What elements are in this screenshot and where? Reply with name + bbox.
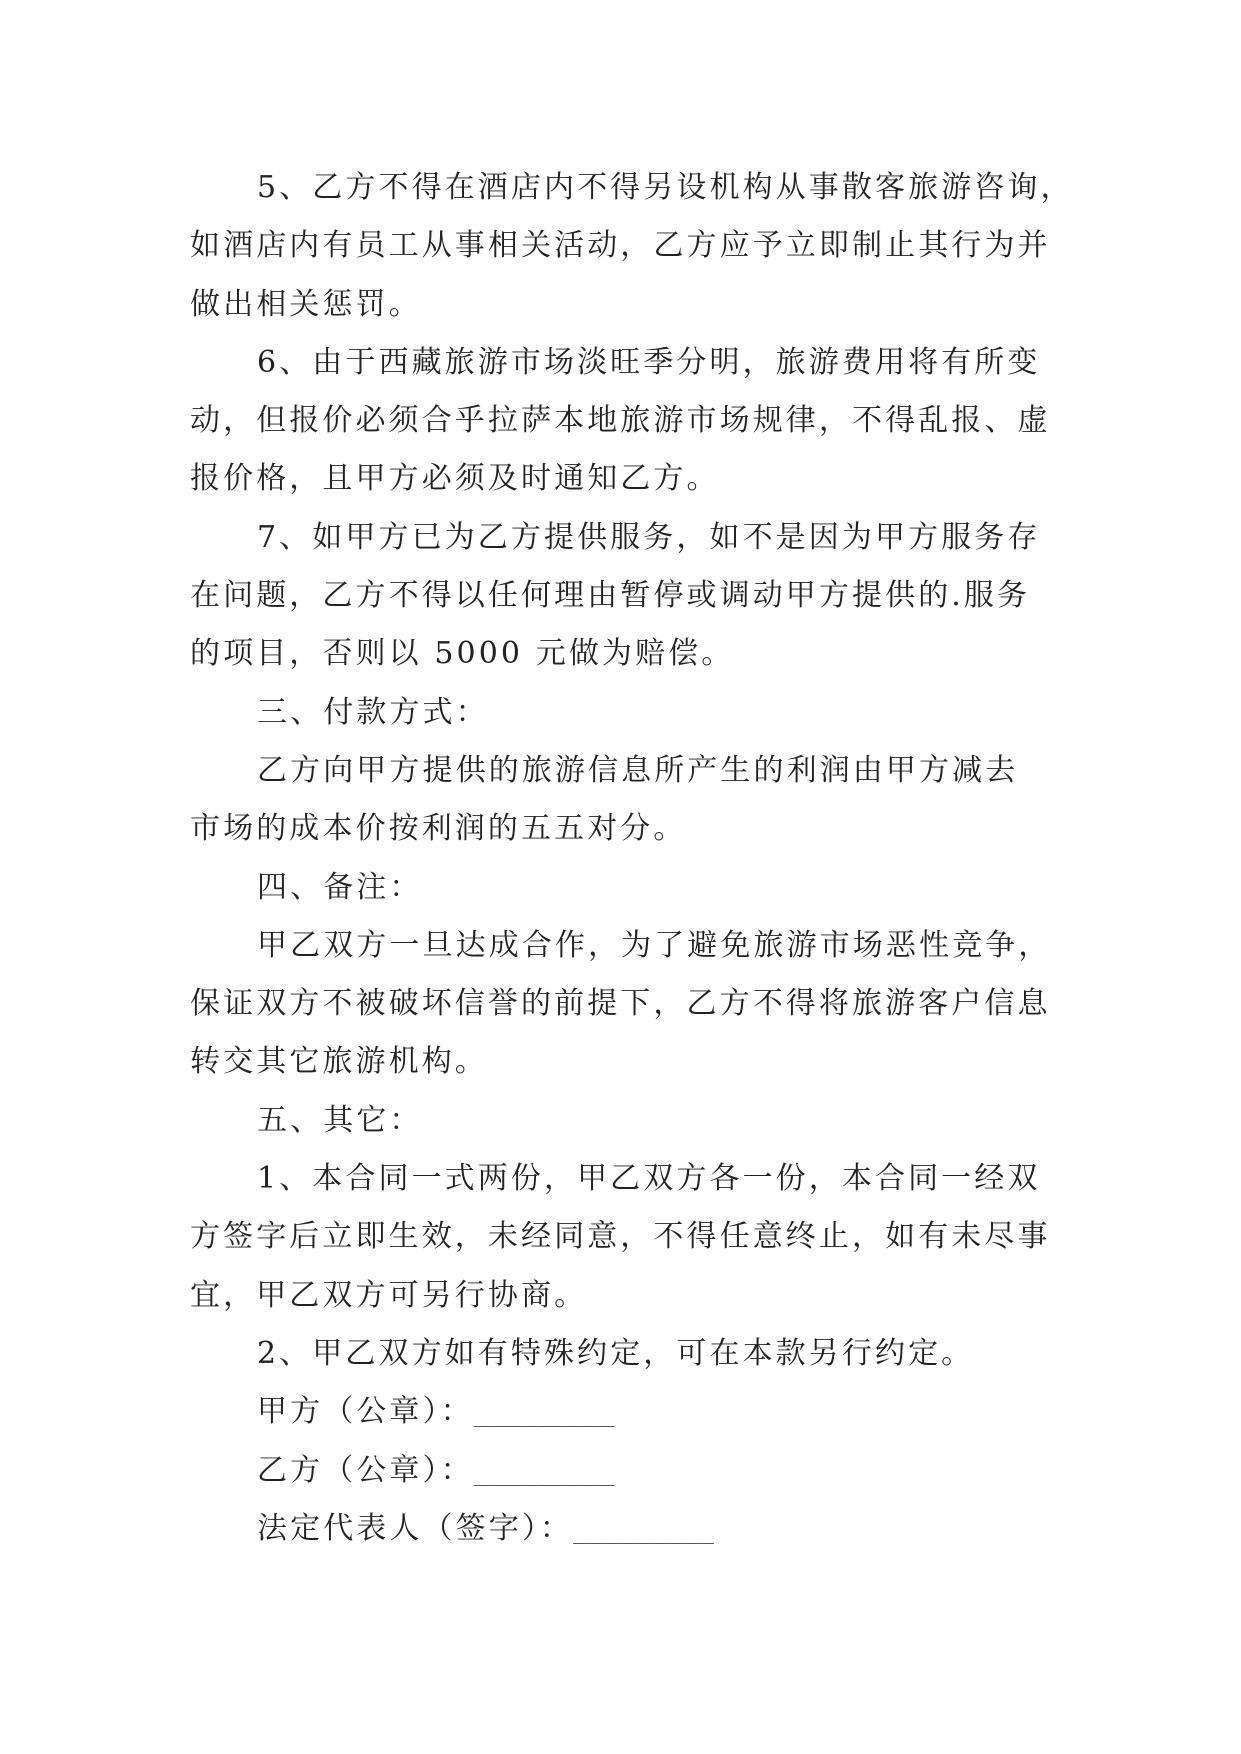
section-heading-remarks: 四、备注： (257, 869, 423, 905)
clause-5 (190, 159, 1090, 334)
section-heading-payment: 三、付款方式： (257, 694, 489, 730)
paragraph-line: 做出相关惩罚。 (190, 286, 422, 322)
signature-blank: _________ (473, 1398, 615, 1429)
signature-line-party-a (190, 1383, 1090, 1441)
signature-blank: _________ (473, 1456, 615, 1487)
signature-label: 甲方（公章）： (257, 1394, 474, 1430)
signature-line-party-b (190, 1442, 1090, 1500)
paragraph-line: 转交其它旅游机构。 (190, 1044, 488, 1080)
paragraph-line: 市场的成本价按利润的五五对分。 (190, 811, 687, 847)
paragraph-line: 如酒店内有员工从事相关活动，乙方应予立即制止其行为并 (190, 228, 1051, 264)
paragraph-line: 在问题，乙方不得以任何理由暂停或调动甲方提供的.服务 (190, 578, 1031, 614)
clause-6 (190, 334, 1090, 509)
paragraph-line: 甲乙双方一旦达成合作，为了避免旅游市场恶性竞争， (257, 927, 1052, 963)
other-item-2 (190, 1325, 1090, 1383)
signature-blank: _________ (573, 1514, 714, 1545)
paragraph-line: 方签字后立即生效，未经同意，不得任意终止，如有未尽事 (190, 1219, 1051, 1255)
signature-block (190, 1383, 1090, 1558)
clause-7 (190, 509, 1090, 684)
paragraph-line: 的项目，否则以 5000 元做为赔偿。 (190, 636, 735, 672)
remarks-paragraph (190, 917, 1090, 1092)
section-heading-other: 五、其它： (257, 1102, 423, 1138)
other-item-1 (190, 1150, 1090, 1325)
paragraph-line: 5、乙方不得在酒店内不得另设机构从事散客旅游咨询， (257, 170, 1074, 205)
paragraph-line: 2、甲乙双方如有特殊约定，可在本款另行约定。 (257, 1335, 975, 1371)
paragraph-line: 保证双方不被破坏信誉的前提下，乙方不得将旅游客户信息 (190, 986, 1051, 1022)
document-body (190, 159, 1090, 1558)
paragraph-line: 1、本合同一式两份，甲乙双方各一份，本合同一经双 (257, 1161, 1041, 1197)
paragraph-line: 6、由于西藏旅游市场淡旺季分明，旅游费用将有所变 (257, 344, 1041, 380)
signature-label: 法定代表人（签字）： (257, 1510, 573, 1546)
signature-line-legal-rep (190, 1500, 1090, 1558)
payment-paragraph (190, 742, 1090, 859)
paragraph-line: 报价格，且甲方必须及时通知乙方。 (190, 461, 720, 497)
paragraph-line: 乙方向甲方提供的旅游信息所产生的利润由甲方减去 (257, 752, 1019, 788)
paragraph-line: 宜，甲乙双方可另行协商。 (190, 1277, 588, 1313)
paragraph-line: 动，但报价必须合乎拉萨本地旅游市场规律，不得乱报、虚 (190, 403, 1051, 439)
paragraph-line: 7、如甲方已为乙方提供服务，如不是因为甲方服务存 (257, 519, 1041, 555)
signature-label: 乙方（公章）： (257, 1452, 474, 1488)
